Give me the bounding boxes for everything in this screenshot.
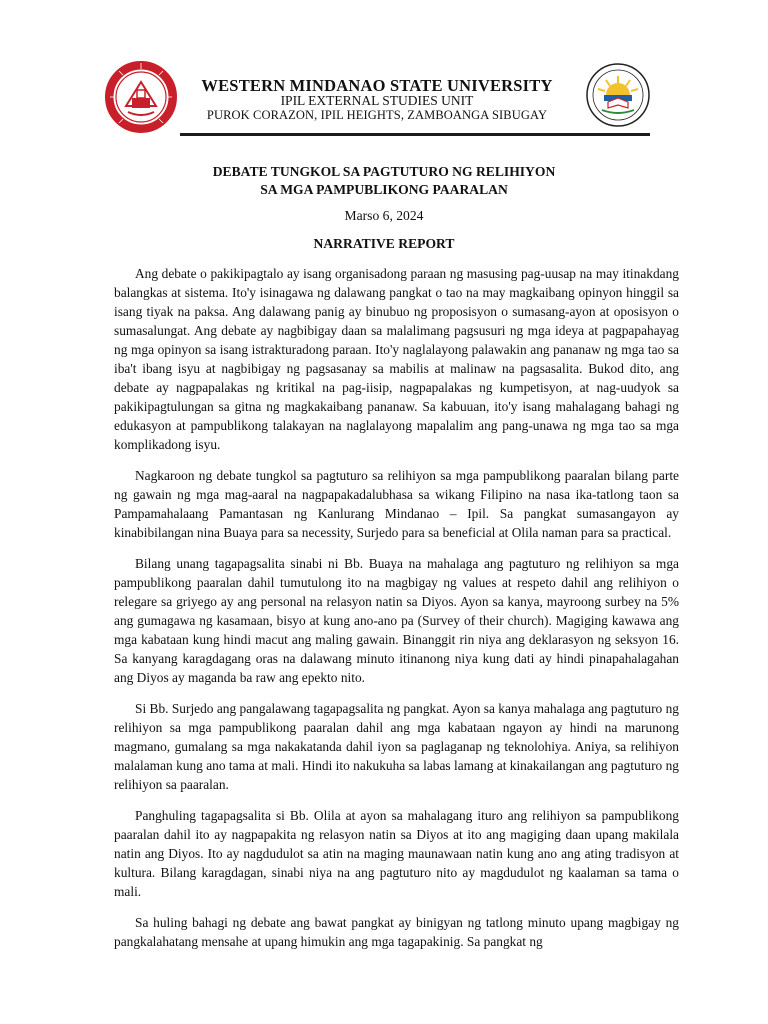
external-studies-seal-icon <box>578 62 658 128</box>
title-line-2: SA MGA PAMPUBLIKONG PAARALAN <box>260 182 508 197</box>
unit-address: PUROK CORAZON, IPIL HEIGHTS, ZAMBOANGA SIBUGAY <box>206 108 548 122</box>
paragraph: Sa huling bahagi ng debate ang bawat pangkat ay binigyan ng tatlong minuto upang magbigay ng pangkalahatang mensahe at upang himukin ang mga tagapakinig. Sa pangkat ng <box>114 915 679 949</box>
report-heading: NARRATIVE REPORT <box>313 236 455 251</box>
university-name: WESTERN MINDANAO STATE UNIVERSITY <box>201 76 553 95</box>
report-date: Marso 6, 2024 <box>344 208 424 223</box>
paragraph: Ang debate o pakikipagtalo ay isang organisadong paraan ng masusing pag-uusap na may itinakdang balangkas at sistema. Ito'y isinagawa ng dalawang pangkat o tao na may magkaibang opinyon hinggil sa isang tiyak na paksa. Ang dalawang panig ay binubuo ng proposisyon o sumasang-ayon at oposisyon o sumasalungat. Ang debate ay nagbibigay daan sa malalimang pagsusuri ng mga ideya at pagpapahayag ng mga opinyon sa isang istrakturadong paraan. Ito'y naglalayong palawakin ang pananaw ng mga tao sa iba't ibang isyu at nagbibigay ng pagsasanay sa mabilis at malinaw na pagsasalita. Bukod dito, ang debate ay nagpapalakas ng kritikal na pag-iisip, nagpapalakas ng kumpetisyon, at nag-uudyok sa pakikipagtulungan sa gitna ng magkakaibang pananaw. Sa kabuuan, ito'y isang mahalagang bahagi ng edukasyon at pampublikong talakayan na naglalayong mapalalim ang pang-unawa ng mga tao sa mga komplikadong isyu. <box>114 266 679 452</box>
paragraph: Nagkaroon ng debate tungkol sa pagtuturo sa relihiyon sa mga pampublikong paaralan bilang parte ng gawain ng mga mag-aaral na nagpapakadalubhasa sa wikang Filipino na nasa ika-tatlong taon sa Pampamahalaang Pamantasan ng Kanlurang Mindanao – Ipil. Sa pangkat sumasangayon ay kinabibilangan nina Buaya para sa necessity, Surjedo para sa beneficial at Olila naman para sa practical. <box>114 468 679 540</box>
document-title <box>100 163 668 199</box>
paragraph: Bilang unang tagapagsalita sinabi ni Bb. Buaya na mahalaga ang pagtuturo ng relihiyon sa mga pampublikong paaralan dahil tumutulong ito na magbigay ng values at respeto dahil ang relihiyon o relegare sa griyego ay ang personal na relasyon natin sa Diyos. Ayon sa kanya, mayroong surbey na 5% ang gumagawa ng kasamaan, bisyo at kung ano-ano pa (Survey of their church). Magiging kawawa ang mga kabataan kung hindi macut ang maling gawain. Binanggit rin niya ang deklarasyon ng seksyon 16. Sa kanyang karagdagang oras na dalawang minuto itinanong niya kung dati ay hindi pinapahalagahan ang Diyos ay maganda ba raw ang epekto nito. <box>114 556 679 685</box>
wmsu-seal-icon <box>104 60 178 134</box>
report-body <box>114 264 679 963</box>
paragraph: Panghuling tagapagsalita si Bb. Olila at ayon sa mahalagang ituro ang relihiyon sa pampublikong paaralan dahil ito ay nagpapakita ng relasyon natin sa Diyos at ito ang magiging daan upang makilala natin ang Diyos. Ito ay nagdudulot sa atin na maging maunawaan natin kung ano ang ating tradisyon at kultura. Bilang karagdagan, sinabi niya na ang pagtuturo nito ay magdudulot ng kaalaman sa tama o mali. <box>114 808 679 899</box>
title-line-1: DEBATE TUNGKOL SA PAGTUTURO NG RELIHIYON <box>212 164 556 179</box>
header-divider <box>180 133 650 136</box>
unit-name: IPIL EXTERNAL STUDIES UNIT <box>280 93 474 108</box>
paragraph: Si Bb. Surjedo ang pangalawang tagapagsalita ng pangkat. Ayon sa kanya mahalaga ang pagtuturo ng relihiyon sa mga pampublikong paaralan dahil ang mga kabataan ngayon ay hindi na marunong magmano, gumalang sa mga nakakatanda dahil iyon sa paglaganap ng teknolohiya. Aniya, sa relihiyon malalaman kung ano tama at mali. Hindi ito nakukuha sa labas lamang at kinakailangan ang pagtuturo ng relihiyon sa paaralan. <box>114 701 679 792</box>
letterhead <box>180 78 574 123</box>
